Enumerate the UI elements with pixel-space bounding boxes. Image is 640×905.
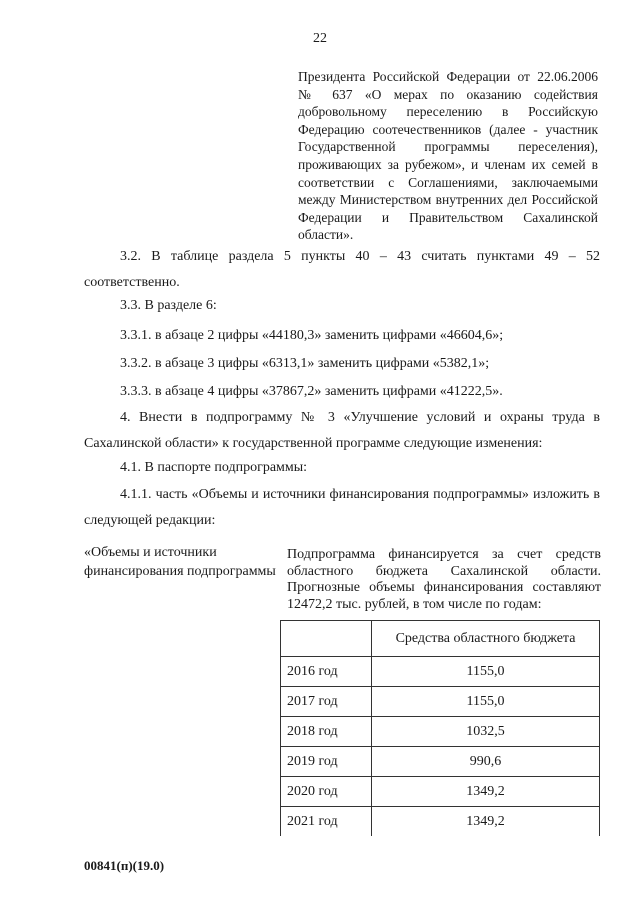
- passport-text: Подпрограмма финансируется за счет средств областного бюджета Сахалинской области. Прогнозные объемы финансирования составляют 12472,2 тыс. рублей, в том числе по годам:: [287, 547, 601, 612]
- value-cell: 990,6: [372, 747, 600, 777]
- paragraph-3-3-3: 3.3.3. в абзаце 4 цифры «37867,2» заменить цифрами «41222,5».: [120, 384, 503, 399]
- table-header-cell: [281, 621, 372, 657]
- document-code: 00841(п)(19.0): [84, 858, 165, 873]
- year-cell: 2019 год: [281, 747, 372, 777]
- value-cell: 1155,0: [372, 687, 600, 717]
- table-row: [281, 657, 600, 687]
- table-row: [281, 777, 600, 807]
- table-row: [281, 807, 600, 837]
- table-header-cell: Средства областного бюджета: [372, 621, 600, 657]
- year-cell: 2020 год: [281, 777, 372, 807]
- table-row: [281, 717, 600, 747]
- year-cell: 2021 год: [281, 807, 372, 837]
- year-cell: 2018 год: [281, 717, 372, 747]
- paragraph-3-3-2: 3.3.2. в абзаце 3 цифры «6313,1» заменить цифрами «5382,1»;: [120, 356, 490, 371]
- year-cell: 2016 год: [281, 657, 372, 687]
- paragraph-3-3-1: 3.3.1. в абзаце 2 цифры «44180,3» заменить цифрами «46604,6»;: [120, 328, 504, 343]
- paragraph-3-3: 3.3. В разделе 6:: [120, 298, 217, 313]
- year-cell: 2017 год: [281, 687, 372, 717]
- table-header-row: [281, 621, 600, 657]
- table-row: [281, 687, 600, 717]
- table-row: [281, 747, 600, 777]
- paragraph-4: 4. Внести в подпрограмму № 3 «Улучшение условий и охраны труда в Сахалинской области» к государственной программе следующие изменения:: [84, 410, 600, 451]
- value-cell: 1349,2: [372, 807, 600, 837]
- paragraph-3-2: 3.2. В таблице раздела 5 пункты 40 – 43 считать пунктами 49 – 52 соответственно.: [84, 249, 600, 290]
- paragraph-4-1: 4.1. В паспорте подпрограммы:: [120, 460, 308, 475]
- value-cell: 1349,2: [372, 777, 600, 807]
- continuation-text: Президента Российской Федерации от 22.06.2006 № 637 «О мерах по оказанию содействия добровольному переселению в Российскую Федерацию соотечественников (далее - участник Государственной программы переселения), проживающих за рубежом», и членам их семей в соответствии с Соглашениями, заключаемыми между Министерством внутренних дел Российской Федерации и Правительством Сахалинской области».: [298, 69, 598, 243]
- paragraph-4-1-1: 4.1.1. часть «Объемы и источники финансирования подпрограммы» изложить в следующей редакции:: [84, 487, 600, 528]
- page-number: 22: [313, 31, 327, 46]
- passport-label: «Объемы и источники финансирования подпрограммы: [84, 545, 276, 579]
- value-cell: 1155,0: [372, 657, 600, 687]
- financing-table: [280, 620, 600, 836]
- value-cell: 1032,5: [372, 717, 600, 747]
